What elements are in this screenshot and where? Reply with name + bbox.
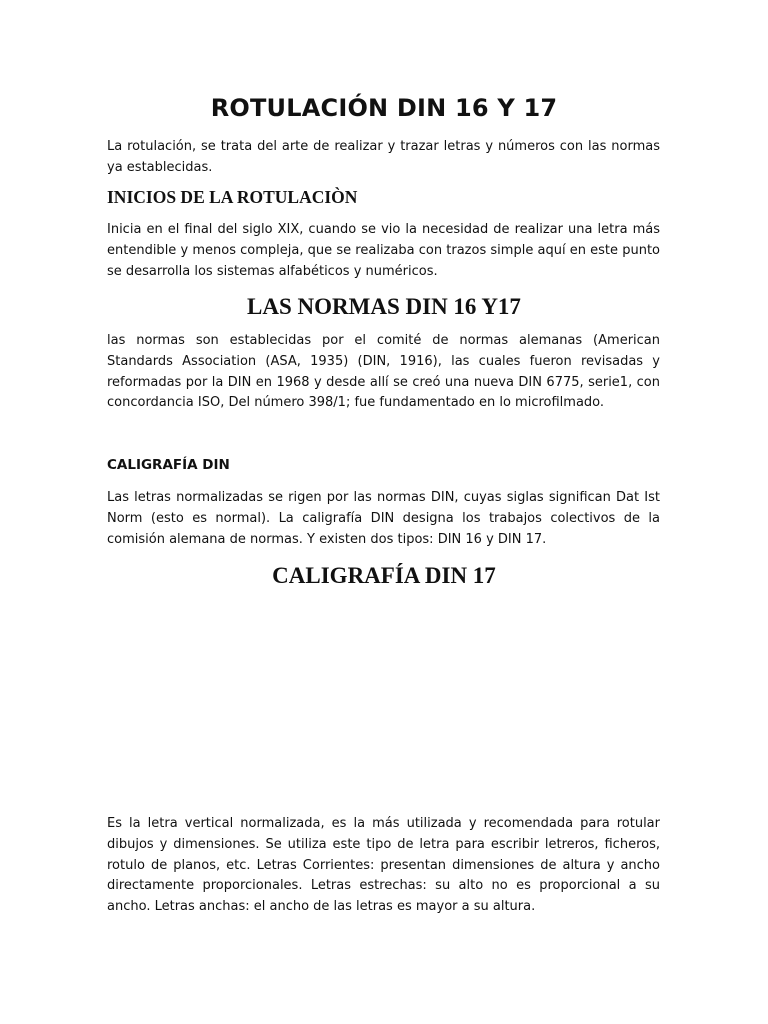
section-heading-din17: CALIGRAFÍA DIN 17 xyxy=(272,563,496,588)
intro-paragraph: La rotulación, se trata del arte de realizar y trazar letras y números con las normas ya establecidas. xyxy=(107,139,660,175)
section-text-caligrafia: Las letras normalizadas se rigen por las normas DIN, cuyas siglas significan Dat Ist Norm (esto es normal). La caligrafía DIN designa los trabajos colectivos de la comisión alemana de normas. Y existen dos tipos: DIN 16 y DIN 17. xyxy=(107,490,660,547)
page-title: ROTULACIÓN DIN 16 Y 17 xyxy=(210,94,558,122)
section-text-normas: las normas son establecidas por el comité de normas alemanas (American Standards Association (ASA, 1935) (DIN, 1916), las cuales fueron revisadas y reformadas por la DIN en 1968 y desde allí se creó una nueva DIN 6775, serie1, con concordancia ISO, Del número 398/1; fue fundamentado en lo microfilmado. xyxy=(107,333,660,411)
blank-image-area xyxy=(107,600,660,805)
section-text-din17: Es la letra vertical normalizada, es la más utilizada y recomendada para rotular dibujos y dimensiones. Se utiliza este tipo de letra para escribir letreros, ficheros, rotulo de planos, etc. Letras Corrientes: presentan dimensiones de altura y ancho directamente proporcionales. Letras estrechas: su alto no es proporcional a su ancho. Letras anchas: el ancho de las letras es mayor a su altura. xyxy=(107,816,660,915)
section-heading-normas: LAS NORMAS DIN 16 Y17 xyxy=(247,294,521,319)
section-heading-inicios: INICIOS DE LA ROTULACIÒN xyxy=(107,187,358,207)
section-heading-caligrafia: CALIGRAFÍA DIN xyxy=(107,457,230,473)
section-text-inicios: Inicia en el final del siglo XIX, cuando se vio la necesidad de realizar una letra más entendible y menos compleja, que se realizaba con trazos simple aquí en este punto se desarrolla los sistemas alfabéticos y numéricos. xyxy=(107,222,660,279)
